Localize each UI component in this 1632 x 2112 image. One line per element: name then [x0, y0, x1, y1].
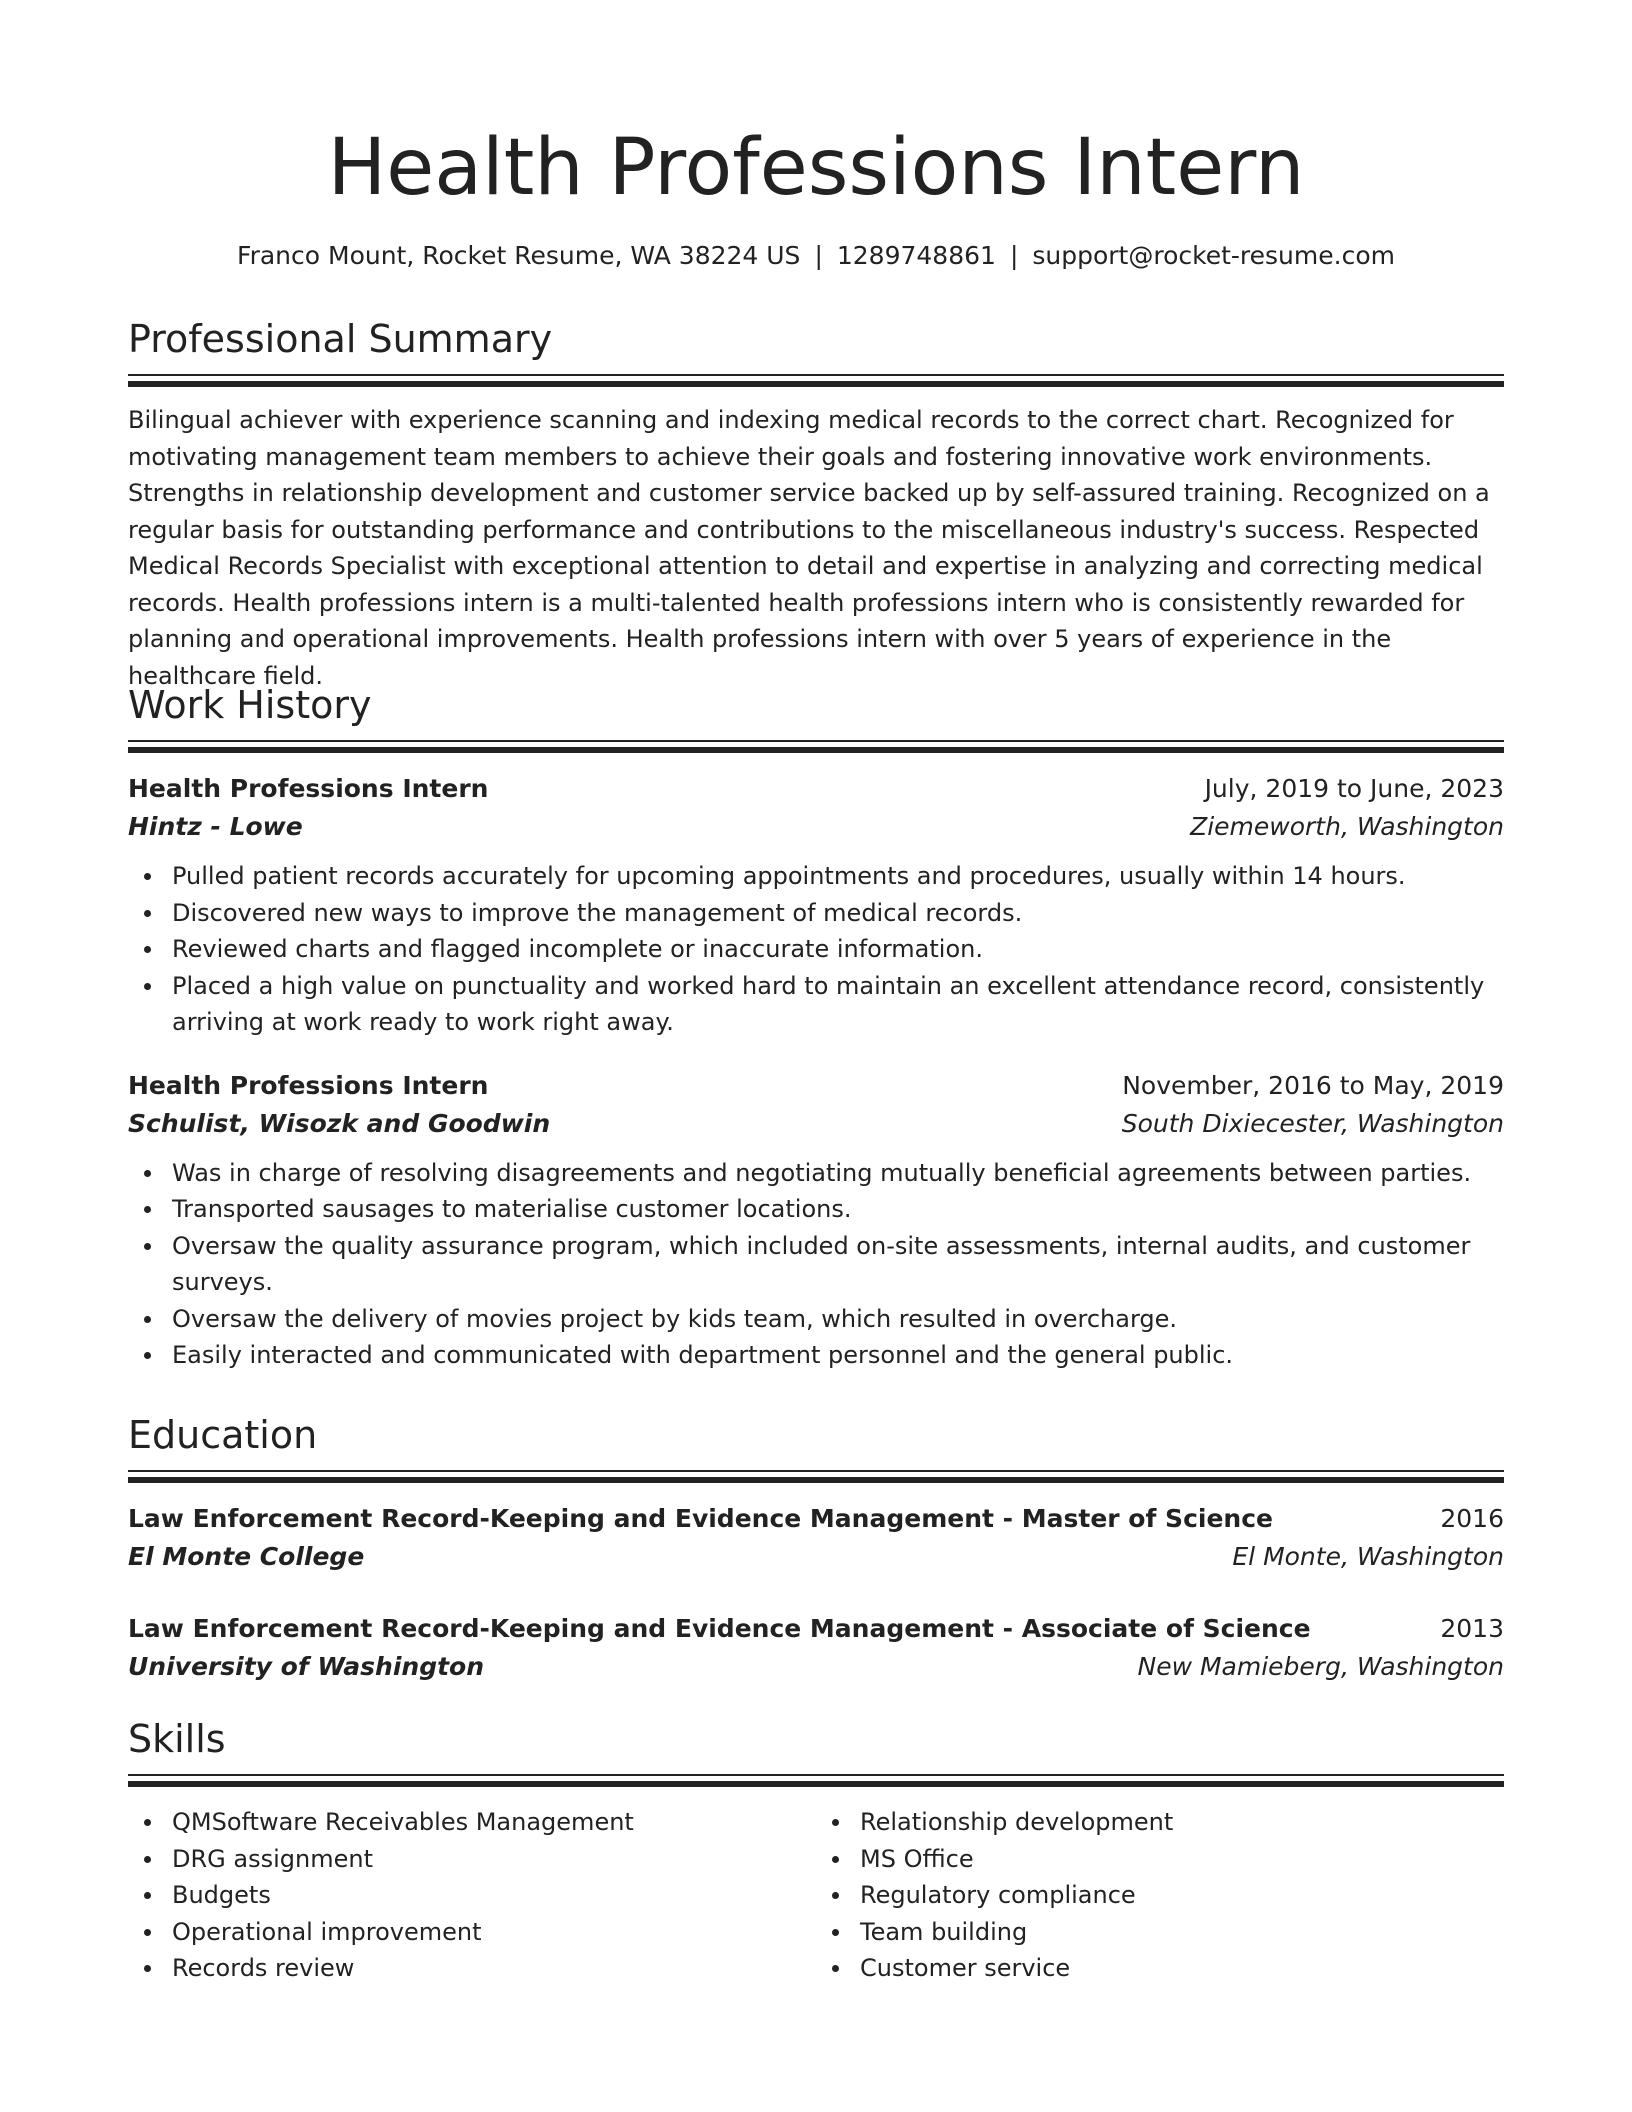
education-entry: [128, 1500, 1504, 1576]
list-item: Reviewed charts and flagged incomplete or inaccurate information.: [172, 931, 1504, 968]
job-dates: July, 2019 to June, 2023: [1204, 774, 1504, 803]
skills-list-right: [816, 1804, 1504, 1987]
job-company-row: [128, 808, 1504, 846]
section-title-education: Education: [128, 1413, 318, 1457]
skill-item: Team building: [860, 1914, 1504, 1951]
list-item: Placed a high value on punctuality and worked hard to maintain an excellent attendance record, consistently arriving at work ready to work right away.: [172, 968, 1504, 1041]
job-dates: November, 2016 to May, 2019: [1122, 1070, 1504, 1100]
summary-text: Bilingual achiever with experience scanning and indexing medical records to the correct chart. Recognized for motivating management team members to achieve their goals and fostering innovative work environments. Strengths in relationship development and customer service backed up by self-assured training. Recognized on a regular basis for outstanding performance and contributions to the miscellaneous industry's success. Respected Medical Records Specialist with exceptional attention to detail and expertise in analyzing and correcting medical records. Health professions intern is a multi-talented health professions intern who is consistently rewarded for planning and operational improvements. Health professions intern with over 5 years of experience in the healthcare field.: [128, 406, 1490, 690]
work-section: [128, 680, 1504, 1374]
education-section: [128, 1410, 1504, 1686]
job-entry: [128, 770, 1504, 1041]
job-position: Health Professions Intern: [128, 774, 489, 803]
summary-section: [128, 314, 1504, 694]
skill-item: MS Office: [860, 1841, 1504, 1878]
education-school: El Monte College: [128, 1542, 365, 1571]
list-item: Oversaw the delivery of movies project by kids team, which resulted in overcharge.: [172, 1301, 1504, 1338]
list-item: Oversaw the quality assurance program, which included on-site assessments, internal audits, and customer surveys.: [172, 1228, 1504, 1301]
job-header-row: [128, 770, 1504, 808]
list-item: Discovered new ways to improve the management of medical records.: [172, 895, 1504, 932]
list-item: Transported sausages to materialise customer locations.: [172, 1191, 1504, 1228]
education-degree-row: [128, 1500, 1504, 1538]
job-position: Health Professions Intern: [128, 1070, 489, 1100]
skills-section: [128, 1714, 1504, 1987]
resume-name: Health Professions Intern: [327, 123, 1305, 213]
job-bullets: [128, 858, 1504, 1041]
section-divider: [128, 740, 1504, 756]
education-location: New Mamieberg, Washington: [1137, 1652, 1504, 1681]
section-title-summary: Professional Summary: [128, 317, 553, 361]
education-degree: Law Enforcement Record-Keeping and Evidence Management - Associate of Science: [128, 1614, 1311, 1643]
job-location: Ziemeworth, Washington: [1190, 812, 1504, 841]
skill-item: Budgets: [172, 1877, 816, 1914]
job-header-row: [128, 1067, 1504, 1105]
skill-item: Relationship development: [860, 1804, 1504, 1841]
contact-line: [128, 238, 1504, 274]
skill-item: DRG assignment: [172, 1841, 816, 1878]
contact-email: support@rocket-resume.com: [1032, 241, 1395, 270]
section-divider: [128, 1774, 1504, 1790]
job-company: Schulist, Wisozk and Goodwin: [128, 1108, 551, 1138]
education-year: 2013: [1440, 1614, 1504, 1643]
contact-phone: 1289748861: [836, 241, 996, 270]
contact-separator: |: [814, 241, 823, 270]
education-school-row: [128, 1538, 1504, 1576]
skills-columns: [128, 1804, 1504, 1987]
education-school: University of Washington: [128, 1652, 485, 1681]
section-divider: [128, 1470, 1504, 1486]
education-location: El Monte, Washington: [1232, 1542, 1504, 1571]
job-location: South Dixiecester, Washington: [1121, 1108, 1504, 1138]
section-title-work: Work History: [128, 683, 372, 727]
section-divider: [128, 374, 1504, 390]
skill-item: QMSoftware Receivables Management: [172, 1804, 816, 1841]
list-item: Easily interacted and communicated with department personnel and the general public.: [172, 1337, 1504, 1374]
skill-item: Regulatory compliance: [860, 1877, 1504, 1914]
skill-item: Customer service: [860, 1950, 1504, 1987]
list-item: Was in charge of resolving disagreements and negotiating mutually beneficial agreements between parties.: [172, 1155, 1504, 1192]
section-title-skills: Skills: [128, 1717, 226, 1761]
education-year: 2016: [1440, 1504, 1504, 1533]
job-company-row: [128, 1105, 1504, 1143]
education-degree: Law Enforcement Record-Keeping and Evidence Management - Master of Science: [128, 1504, 1273, 1533]
list-item: Pulled patient records accurately for upcoming appointments and procedures, usually within 14 hours.: [172, 858, 1504, 895]
job-bullets: [128, 1155, 1504, 1374]
job-entry: [128, 1067, 1504, 1374]
contact-address: Franco Mount, Rocket Resume, WA 38224 US: [237, 241, 801, 270]
education-school-row: [128, 1648, 1504, 1686]
contact-separator: |: [1009, 241, 1019, 270]
job-company: Hintz - Lowe: [128, 812, 303, 841]
skill-item: Operational improvement: [172, 1914, 816, 1951]
education-entry: [128, 1610, 1504, 1686]
education-degree-row: [128, 1610, 1504, 1648]
skills-list-left: [128, 1804, 816, 1987]
skill-item: Records review: [172, 1950, 816, 1987]
